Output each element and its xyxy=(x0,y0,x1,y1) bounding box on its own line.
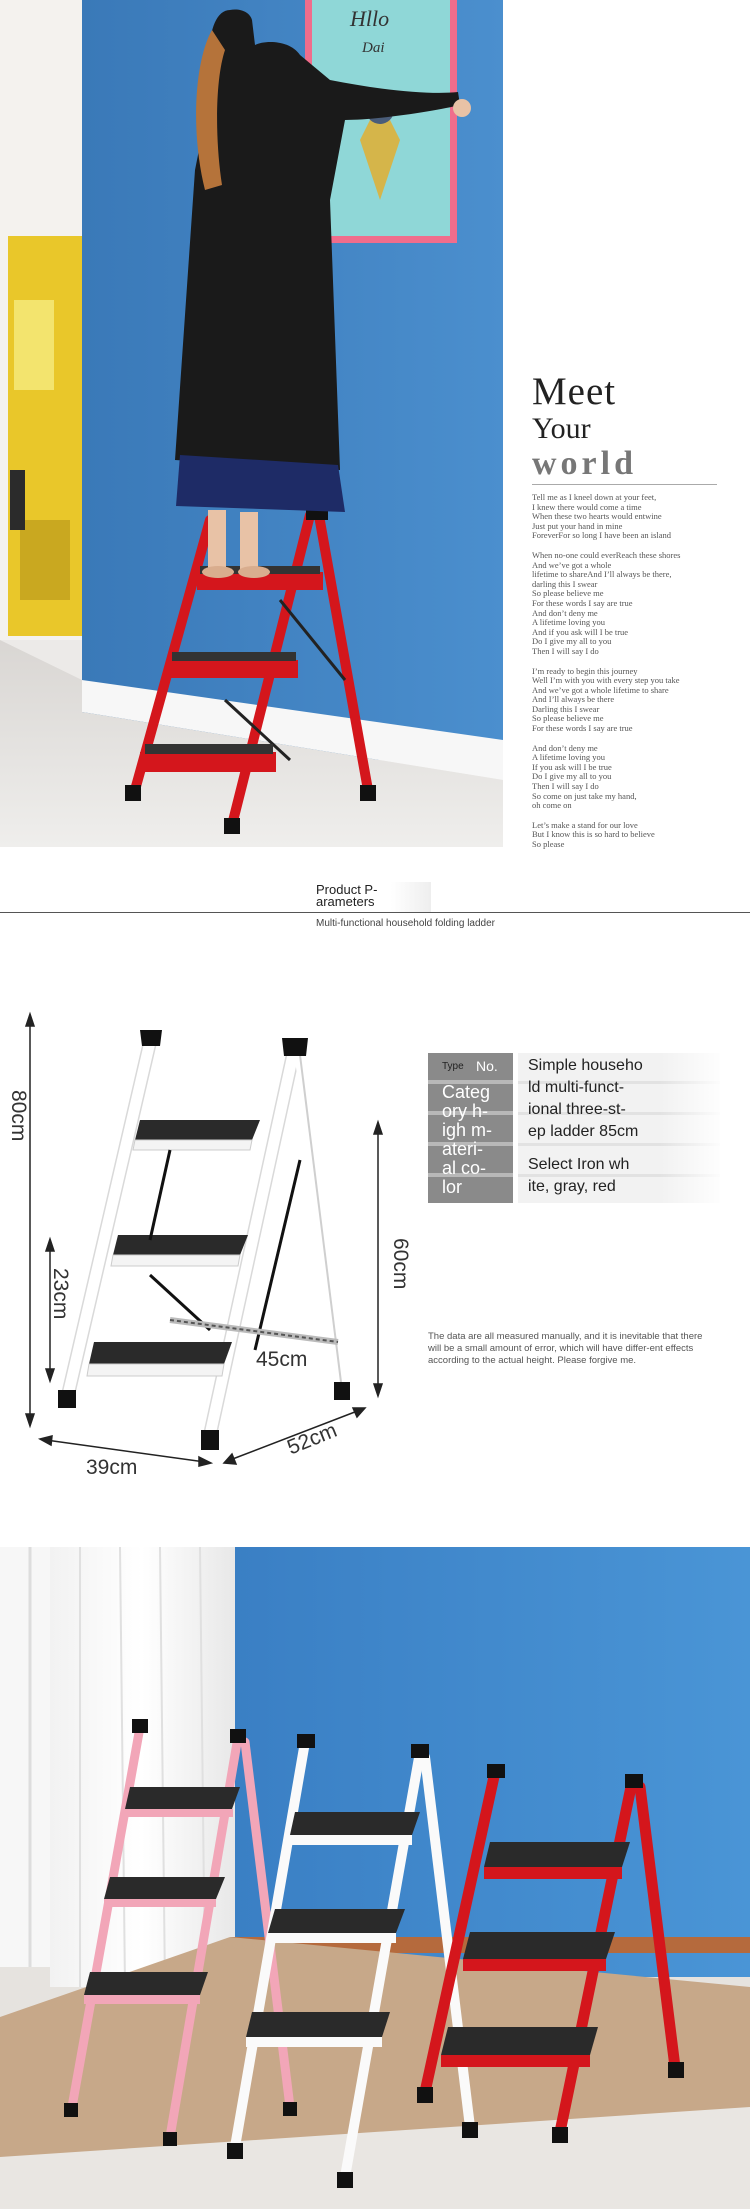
table-fade-overlay xyxy=(660,1053,720,1203)
measurement-disclaimer: The data are all measured manually, and it is inevitable that there will be a small amount of error, which will have differ-ent effects according to the actual height. Please forgive me. xyxy=(428,1331,703,1366)
three-ladders-photo xyxy=(0,1547,750,2209)
parameter-table xyxy=(428,1053,720,1203)
colored-ladders-image xyxy=(0,1547,750,2209)
woman-on-ladder-image xyxy=(0,0,503,847)
dimension-depth: 52cm xyxy=(284,1418,341,1460)
dimension-width: 39cm xyxy=(86,1456,138,1479)
param-material-value: Select Iron wh ite, gray, red xyxy=(528,1156,630,1195)
svg-text:Hllo: Hllo xyxy=(350,6,390,31)
dimension-height-total: 80cm xyxy=(7,1090,30,1142)
hero-title-world: world xyxy=(532,445,637,482)
param-product-value: Simple househo ld multi-funct- ional three-st- ep ladder 85cm xyxy=(528,1057,643,1140)
params-subtitle: Multi-functional household folding ladder xyxy=(316,918,496,929)
title-divider xyxy=(532,484,717,485)
poem-stanza: Let’s make a stand for our love But I know this is so hard to believe So please xyxy=(532,819,655,849)
white-ladder-diagram-image xyxy=(0,990,400,1510)
param-no-label: No. xyxy=(476,1058,498,1074)
params-title-box xyxy=(316,882,431,912)
param-type-label: Type xyxy=(442,1061,464,1072)
section-divider xyxy=(0,912,750,913)
hero-photo xyxy=(0,0,503,847)
hero-title-meet: Meet xyxy=(532,370,617,413)
dimension-step-height: 23cm xyxy=(49,1268,72,1320)
dimension-inner-depth: 45cm xyxy=(256,1348,308,1371)
poem-stanza: When no-one could everReach these shores And we’ve got a whole lifetime to shareAnd I’ll always be there, darling this I swear So please believe me For these words I say are true And don’t deny me A lifetime loving you And if you ask will I be true Do I give my all to you Then I will say I do xyxy=(532,549,681,656)
poem-text xyxy=(532,493,727,850)
poem-stanza: And don’t deny me A lifetime loving you If you ask will I be true Do I give my all to you Then I will say I do So come on just take my hand, oh come on xyxy=(532,742,637,811)
dimension-side-height: 60cm xyxy=(389,1238,412,1290)
ladder-dimension-diagram xyxy=(0,990,412,1510)
hero-text-block xyxy=(532,372,727,860)
param-category-label: Categ ory h- igh m- ateri- al co- lor xyxy=(442,1082,493,1197)
poem-stanza: I’m ready to begin this journey Well I’m with you with every step you take And we’ve got a whole lifetime to share And I’ll always be there Darling this I swear So please believe me For these words I say are true xyxy=(532,665,680,734)
hero-title-your: Your xyxy=(532,412,591,445)
params-title: Product P- arameters xyxy=(316,882,378,909)
svg-text:Dai: Dai xyxy=(362,40,385,56)
poem-stanza: Tell me as I kneel down at your feet, I knew there would come a time When these two hearts would entwine Just put your hand in mine ForeverFor so long I have been an island xyxy=(532,492,672,541)
